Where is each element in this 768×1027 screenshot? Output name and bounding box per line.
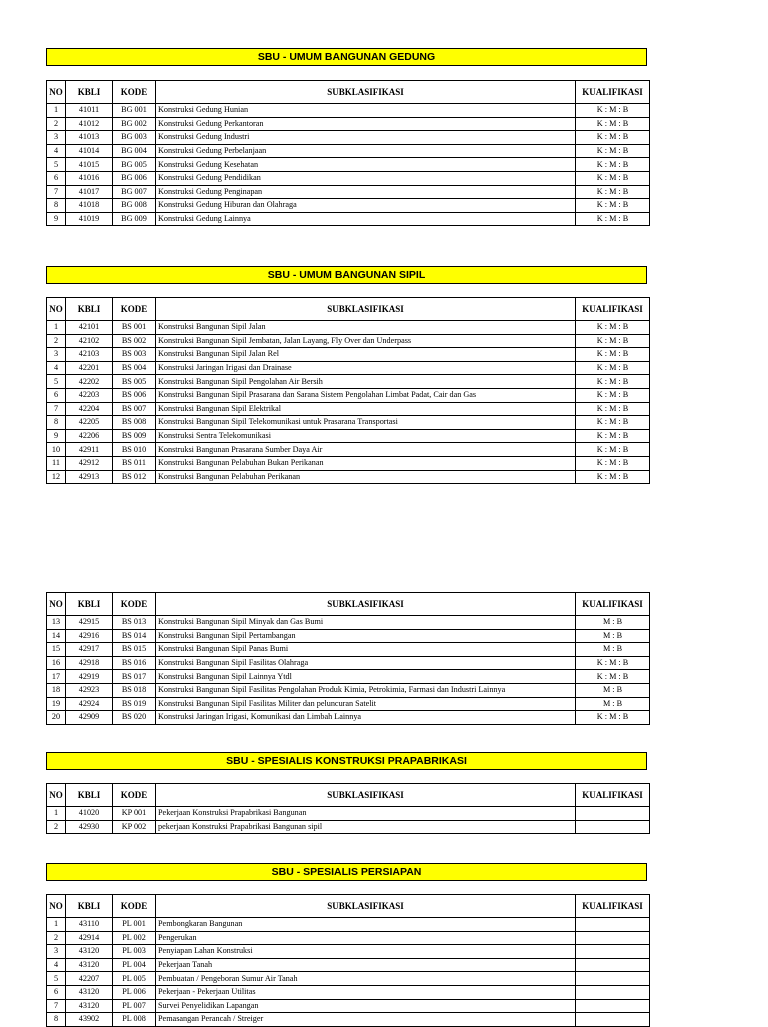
- header-no: NO: [47, 784, 66, 807]
- cell-subklasifikasi: Konstruksi Bangunan Sipil Lainnya Ytdl: [156, 670, 576, 684]
- cell-kualifikasi: [576, 820, 650, 834]
- cell-kode: BS 014: [113, 629, 156, 643]
- cell-no: 12: [47, 470, 66, 484]
- cell-kualifikasi: K : M : B: [576, 375, 650, 389]
- cell-subklasifikasi: Konstruksi Jaringan Irigasi dan Drainase: [156, 361, 576, 375]
- cell-kode: BS 002: [113, 334, 156, 348]
- cell-kbli: 41016: [66, 171, 113, 185]
- header-subklasifikasi: SUBKLASIFIKASI: [156, 593, 576, 616]
- cell-subklasifikasi: Konstruksi Gedung Kesehatan: [156, 158, 576, 172]
- cell-kbli: 42101: [66, 321, 113, 335]
- table-row: [47, 616, 650, 630]
- header-kualifikasi: KUALIFIKASI: [576, 298, 650, 321]
- cell-subklasifikasi: Penyiapan Lahan Konstruksi: [156, 945, 576, 959]
- cell-kualifikasi: K : M : B: [576, 199, 650, 213]
- cell-kualifikasi: [576, 918, 650, 932]
- cell-no: 5: [47, 158, 66, 172]
- cell-subklasifikasi: Pekerjaan Tanah: [156, 958, 576, 972]
- cell-kbli: 42915: [66, 616, 113, 630]
- cell-kode: BG 003: [113, 131, 156, 145]
- table-row: [47, 643, 650, 657]
- cell-kbli: 42918: [66, 656, 113, 670]
- cell-kbli: 42102: [66, 334, 113, 348]
- cell-subklasifikasi: Konstruksi Gedung Penginapan: [156, 185, 576, 199]
- cell-kualifikasi: M : B: [576, 629, 650, 643]
- cell-subklasifikasi: Konstruksi Bangunan Prasarana Sumber Daya Air: [156, 443, 576, 457]
- cell-kualifikasi: K : M : B: [576, 144, 650, 158]
- table-row: [47, 443, 650, 457]
- cell-kode: BG 005: [113, 158, 156, 172]
- cell-no: 7: [47, 999, 66, 1013]
- cell-kode: BS 010: [113, 443, 156, 457]
- table-row: [47, 456, 650, 470]
- cell-kbli: 42911: [66, 443, 113, 457]
- cell-kode: PL 008: [113, 1013, 156, 1027]
- cell-kualifikasi: [576, 807, 650, 821]
- table-bangunan-sipil-continued: [46, 592, 650, 725]
- cell-kualifikasi: K : M : B: [576, 470, 650, 484]
- cell-kode: BG 007: [113, 185, 156, 199]
- cell-no: 18: [47, 683, 66, 697]
- header-subklasifikasi: SUBKLASIFIKASI: [156, 298, 576, 321]
- cell-kualifikasi: K : M : B: [576, 117, 650, 131]
- cell-no: 1: [47, 807, 66, 821]
- cell-subklasifikasi: Pembongkaran Bangunan: [156, 918, 576, 932]
- cell-no: 17: [47, 670, 66, 684]
- cell-kbli: 42916: [66, 629, 113, 643]
- cell-no: 1: [47, 321, 66, 335]
- cell-kode: BS 019: [113, 697, 156, 711]
- cell-subklasifikasi: Konstruksi Bangunan Sipil Prasarana dan Sarana Sistem Pengolahan Limbat Padat, Cair dan Gas: [156, 388, 576, 402]
- table-row: [47, 1013, 650, 1027]
- cell-kode: BS 017: [113, 670, 156, 684]
- cell-kbli: 43120: [66, 985, 113, 999]
- header-kbli: KBLI: [66, 81, 113, 104]
- cell-no: 2: [47, 334, 66, 348]
- header-kbli: KBLI: [66, 298, 113, 321]
- cell-kualifikasi: K : M : B: [576, 171, 650, 185]
- cell-kbli: 41013: [66, 131, 113, 145]
- cell-kode: PL 007: [113, 999, 156, 1013]
- cell-subklasifikasi: Konstruksi Bangunan Sipil Pertambangan: [156, 629, 576, 643]
- cell-no: 7: [47, 402, 66, 416]
- cell-kbli: 41012: [66, 117, 113, 131]
- cell-kode: KP 002: [113, 820, 156, 834]
- cell-subklasifikasi: Konstruksi Bangunan Sipil Elektrikal: [156, 402, 576, 416]
- cell-subklasifikasi: Konstruksi Bangunan Sipil Jembatan, Jalan Layang, Fly Over dan Underpass: [156, 334, 576, 348]
- cell-kbli: 42202: [66, 375, 113, 389]
- cell-kode: PL 002: [113, 931, 156, 945]
- cell-kualifikasi: [576, 931, 650, 945]
- cell-no: 2: [47, 117, 66, 131]
- table-row: [47, 185, 650, 199]
- cell-no: 4: [47, 144, 66, 158]
- table-row: [47, 820, 650, 834]
- header-subklasifikasi: SUBKLASIFIKASI: [156, 81, 576, 104]
- cell-kualifikasi: K : M : B: [576, 131, 650, 145]
- table-row: [47, 402, 650, 416]
- table-row: [47, 416, 650, 430]
- cell-no: 7: [47, 185, 66, 199]
- cell-kode: BS 009: [113, 429, 156, 443]
- cell-kualifikasi: [576, 972, 650, 986]
- section-title-bangunan-sipil: SBU - UMUM BANGUNAN SIPIL: [46, 266, 647, 284]
- header-kualifikasi: KUALIFIKASI: [576, 784, 650, 807]
- cell-kode: BS 004: [113, 361, 156, 375]
- table-row: [47, 985, 650, 999]
- table-row: [47, 656, 650, 670]
- header-no: NO: [47, 593, 66, 616]
- cell-subklasifikasi: Survei Penyelidikan Lapangan: [156, 999, 576, 1013]
- table-row: [47, 958, 650, 972]
- cell-kode: BS 020: [113, 711, 156, 725]
- table-row: [47, 470, 650, 484]
- table-bangunan-gedung: [46, 80, 650, 226]
- cell-kualifikasi: K : M : B: [576, 334, 650, 348]
- section-title-persiapan: SBU - SPESIALIS PERSIAPAN: [46, 863, 647, 881]
- cell-kualifikasi: K : M : B: [576, 348, 650, 362]
- cell-kbli: 41011: [66, 104, 113, 118]
- cell-kualifikasi: [576, 999, 650, 1013]
- header-subklasifikasi: SUBKLASIFIKASI: [156, 784, 576, 807]
- cell-no: 4: [47, 958, 66, 972]
- cell-no: 10: [47, 443, 66, 457]
- cell-kode: BS 018: [113, 683, 156, 697]
- cell-subklasifikasi: Konstruksi Bangunan Sipil Telekomunikasi untuk Prasarana Transportasi: [156, 416, 576, 430]
- cell-kode: BG 006: [113, 171, 156, 185]
- cell-kbli: 42205: [66, 416, 113, 430]
- cell-kualifikasi: K : M : B: [576, 158, 650, 172]
- cell-subklasifikasi: Pemasangan Perancah / Streiger: [156, 1013, 576, 1027]
- cell-kode: BG 009: [113, 212, 156, 226]
- cell-kbli: 42909: [66, 711, 113, 725]
- cell-kode: BS 008: [113, 416, 156, 430]
- header-kbli: KBLI: [66, 593, 113, 616]
- cell-no: 13: [47, 616, 66, 630]
- cell-kualifikasi: K : M : B: [576, 361, 650, 375]
- table-row: [47, 429, 650, 443]
- table-row: [47, 931, 650, 945]
- cell-no: 16: [47, 656, 66, 670]
- table-row: [47, 131, 650, 145]
- cell-kbli: 41014: [66, 144, 113, 158]
- cell-no: 11: [47, 456, 66, 470]
- cell-kbli: 43120: [66, 945, 113, 959]
- cell-subklasifikasi: Konstruksi Bangunan Sipil Panas Bumi: [156, 643, 576, 657]
- cell-subklasifikasi: Konstruksi Bangunan Sipil Fasilitas Pengolahan Produk Kimia, Petrokimia, Farmasi dan Industri Lainnya: [156, 683, 576, 697]
- cell-kbli: 41018: [66, 199, 113, 213]
- cell-kode: BS 006: [113, 388, 156, 402]
- cell-kode: PL 005: [113, 972, 156, 986]
- cell-kualifikasi: [576, 985, 650, 999]
- header-no: NO: [47, 81, 66, 104]
- cell-kualifikasi: K : M : B: [576, 656, 650, 670]
- header-kualifikasi: KUALIFIKASI: [576, 593, 650, 616]
- table-row: [47, 697, 650, 711]
- table-row: [47, 144, 650, 158]
- cell-subklasifikasi: Pengerukan: [156, 931, 576, 945]
- table-row: [47, 171, 650, 185]
- cell-kbli: 42923: [66, 683, 113, 697]
- cell-kbli: 42203: [66, 388, 113, 402]
- cell-kbli: 42919: [66, 670, 113, 684]
- cell-kualifikasi: M : B: [576, 697, 650, 711]
- cell-no: 19: [47, 697, 66, 711]
- cell-no: 3: [47, 348, 66, 362]
- header-kode: KODE: [113, 298, 156, 321]
- cell-no: 4: [47, 361, 66, 375]
- header-subklasifikasi: SUBKLASIFIKASI: [156, 895, 576, 918]
- cell-kbli: 42914: [66, 931, 113, 945]
- cell-kbli: 43902: [66, 1013, 113, 1027]
- table-row: [47, 361, 650, 375]
- cell-kode: PL 003: [113, 945, 156, 959]
- cell-kualifikasi: K : M : B: [576, 429, 650, 443]
- cell-subklasifikasi: Pekerjaan - Pekerjaan Utilitas: [156, 985, 576, 999]
- table-konstruksi-prapabrikasi: [46, 783, 650, 834]
- cell-subklasifikasi: Pembuatan / Pengeboran Sumur Air Tanah: [156, 972, 576, 986]
- cell-kbli: 41019: [66, 212, 113, 226]
- cell-kode: BS 011: [113, 456, 156, 470]
- cell-subklasifikasi: Konstruksi Bangunan Sipil Fasilitas Olahraga: [156, 656, 576, 670]
- cell-kbli: 41017: [66, 185, 113, 199]
- table-row: [47, 158, 650, 172]
- cell-no: 14: [47, 629, 66, 643]
- header-kode: KODE: [113, 784, 156, 807]
- header-kualifikasi: KUALIFIKASI: [576, 895, 650, 918]
- table-row: [47, 117, 650, 131]
- cell-no: 6: [47, 985, 66, 999]
- cell-kode: KP 001: [113, 807, 156, 821]
- table-row: [47, 945, 650, 959]
- cell-subklasifikasi: Konstruksi Bangunan Pelabuhan Bukan Perikanan: [156, 456, 576, 470]
- cell-kbli: 43110: [66, 918, 113, 932]
- cell-subklasifikasi: Konstruksi Bangunan Sipil Jalan: [156, 321, 576, 335]
- table-row: [47, 683, 650, 697]
- cell-kbli: 42207: [66, 972, 113, 986]
- cell-kbli: 43120: [66, 999, 113, 1013]
- table-row: [47, 972, 650, 986]
- cell-kualifikasi: K : M : B: [576, 104, 650, 118]
- cell-no: 2: [47, 820, 66, 834]
- cell-kualifikasi: K : M : B: [576, 212, 650, 226]
- cell-kode: BS 005: [113, 375, 156, 389]
- table-persiapan: [46, 894, 650, 1027]
- cell-kualifikasi: M : B: [576, 683, 650, 697]
- header-no: NO: [47, 298, 66, 321]
- table-row: [47, 104, 650, 118]
- table-row: [47, 348, 650, 362]
- header-no: NO: [47, 895, 66, 918]
- cell-no: 1: [47, 918, 66, 932]
- cell-no: 8: [47, 416, 66, 430]
- table-row: [47, 199, 650, 213]
- header-kbli: KBLI: [66, 784, 113, 807]
- table-row: [47, 212, 650, 226]
- cell-kode: BS 016: [113, 656, 156, 670]
- cell-kode: BS 001: [113, 321, 156, 335]
- cell-kualifikasi: [576, 945, 650, 959]
- cell-kualifikasi: K : M : B: [576, 402, 650, 416]
- table-row: [47, 918, 650, 932]
- table-row: [47, 388, 650, 402]
- cell-subklasifikasi: Konstruksi Gedung Hunian: [156, 104, 576, 118]
- cell-no: 2: [47, 931, 66, 945]
- cell-subklasifikasi: Konstruksi Gedung Perbelanjaan: [156, 144, 576, 158]
- cell-subklasifikasi: Konstruksi Jaringan Irigasi, Komunikasi dan Limbah Lainnya: [156, 711, 576, 725]
- cell-kbli: 42204: [66, 402, 113, 416]
- cell-kbli: 43120: [66, 958, 113, 972]
- cell-subklasifikasi: Konstruksi Bangunan Sipil Pengolahan Air Bersih: [156, 375, 576, 389]
- cell-kode: PL 004: [113, 958, 156, 972]
- cell-kbli: 42912: [66, 456, 113, 470]
- cell-kualifikasi: M : B: [576, 616, 650, 630]
- cell-no: 6: [47, 388, 66, 402]
- table-row: [47, 629, 650, 643]
- cell-subklasifikasi: Konstruksi Bangunan Sipil Fasilitas Militer dan peluncuran Satelit: [156, 697, 576, 711]
- cell-kbli: 42924: [66, 697, 113, 711]
- cell-kbli: 42917: [66, 643, 113, 657]
- cell-kbli: 41015: [66, 158, 113, 172]
- cell-kualifikasi: K : M : B: [576, 321, 650, 335]
- cell-kode: PL 006: [113, 985, 156, 999]
- cell-kbli: 42206: [66, 429, 113, 443]
- cell-subklasifikasi: Konstruksi Gedung Industri: [156, 131, 576, 145]
- cell-subklasifikasi: Konstruksi Gedung Pendidikan: [156, 171, 576, 185]
- cell-subklasifikasi: Konstruksi Gedung Lainnya: [156, 212, 576, 226]
- cell-kualifikasi: K : M : B: [576, 670, 650, 684]
- cell-kode: BS 007: [113, 402, 156, 416]
- table-row: [47, 375, 650, 389]
- cell-kode: BG 008: [113, 199, 156, 213]
- cell-no: 3: [47, 131, 66, 145]
- cell-no: 15: [47, 643, 66, 657]
- cell-kualifikasi: K : M : B: [576, 456, 650, 470]
- cell-kbli: 41020: [66, 807, 113, 821]
- cell-kode: BS 015: [113, 643, 156, 657]
- cell-kode: BG 002: [113, 117, 156, 131]
- cell-kualifikasi: M : B: [576, 643, 650, 657]
- cell-kualifikasi: [576, 1013, 650, 1027]
- table-row: [47, 334, 650, 348]
- cell-kualifikasi: K : M : B: [576, 416, 650, 430]
- cell-subklasifikasi: Konstruksi Gedung Perkantoran: [156, 117, 576, 131]
- cell-no: 20: [47, 711, 66, 725]
- cell-kbli: 42930: [66, 820, 113, 834]
- cell-kbli: 42201: [66, 361, 113, 375]
- cell-kode: PL 001: [113, 918, 156, 932]
- table-row: [47, 807, 650, 821]
- cell-kbli: 42103: [66, 348, 113, 362]
- cell-subklasifikasi: Pekerjaan Konstruksi Prapabrikasi Bangunan: [156, 807, 576, 821]
- cell-subklasifikasi: pekerjaan Konstruksi Prapabrikasi Bangunan sipil: [156, 820, 576, 834]
- cell-no: 6: [47, 171, 66, 185]
- cell-subklasifikasi: Konstruksi Bangunan Pelabuhan Perikanan: [156, 470, 576, 484]
- header-kbli: KBLI: [66, 895, 113, 918]
- table-row: [47, 321, 650, 335]
- cell-kode: BS 012: [113, 470, 156, 484]
- header-kode: KODE: [113, 593, 156, 616]
- cell-no: 8: [47, 1013, 66, 1027]
- table-bangunan-sipil: [46, 297, 650, 484]
- cell-kualifikasi: K : M : B: [576, 443, 650, 457]
- cell-no: 9: [47, 429, 66, 443]
- cell-kbli: 42913: [66, 470, 113, 484]
- cell-kualifikasi: K : M : B: [576, 185, 650, 199]
- header-kode: KODE: [113, 895, 156, 918]
- cell-subklasifikasi: Konstruksi Bangunan Sipil Jalan Rel: [156, 348, 576, 362]
- cell-subklasifikasi: Konstruksi Bangunan Sipil Minyak dan Gas Bumi: [156, 616, 576, 630]
- cell-kode: BG 004: [113, 144, 156, 158]
- section-title-konstruksi-prapabrikasi: SBU - SPESIALIS KONSTRUKSI PRAPABRIKASI: [46, 752, 647, 770]
- table-row: [47, 670, 650, 684]
- cell-kualifikasi: [576, 958, 650, 972]
- cell-kualifikasi: K : M : B: [576, 388, 650, 402]
- header-kualifikasi: KUALIFIKASI: [576, 81, 650, 104]
- cell-kode: BG 001: [113, 104, 156, 118]
- header-kode: KODE: [113, 81, 156, 104]
- cell-kode: BS 013: [113, 616, 156, 630]
- cell-no: 8: [47, 199, 66, 213]
- table-row: [47, 999, 650, 1013]
- cell-no: 9: [47, 212, 66, 226]
- cell-kualifikasi: K : M : B: [576, 711, 650, 725]
- cell-kode: BS 003: [113, 348, 156, 362]
- cell-subklasifikasi: Konstruksi Gedung Hiburan dan Olahraga: [156, 199, 576, 213]
- cell-no: 5: [47, 972, 66, 986]
- cell-no: 5: [47, 375, 66, 389]
- section-title-bangunan-gedung: SBU - UMUM BANGUNAN GEDUNG: [46, 48, 647, 66]
- cell-no: 3: [47, 945, 66, 959]
- cell-subklasifikasi: Konstruksi Sentra Telekomunikasi: [156, 429, 576, 443]
- cell-no: 1: [47, 104, 66, 118]
- table-row: [47, 711, 650, 725]
